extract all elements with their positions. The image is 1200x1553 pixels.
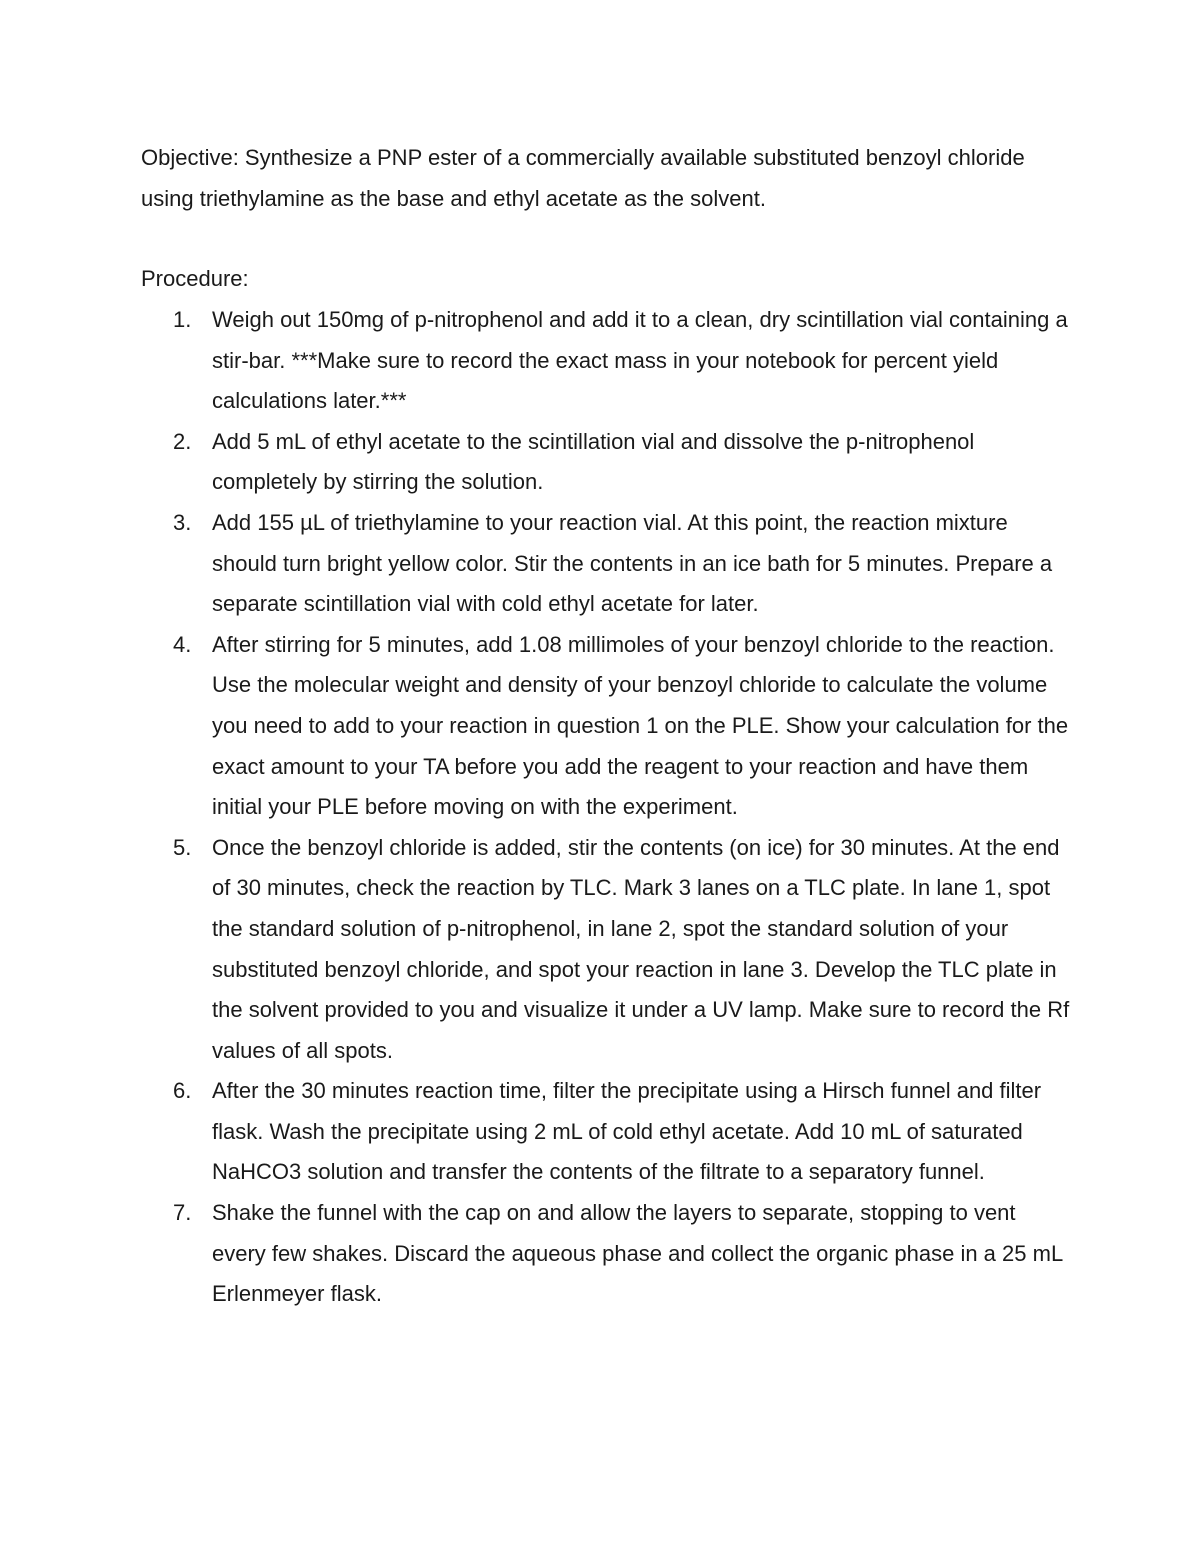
step-text: Once the benzoyl chloride is added, stir the contents (on ice) for 30 minutes. At the end of 30 minutes, check the reaction by TLC. Mark 3 lanes on a TLC plate. In lane 1, spot the standard solution of p-nitrophenol, in lane 2, spot the standard solution of your substituted benzoyl chloride, and spot your reaction in lane 3. Develop the TLC plate in the solvent provided to you and visualize it under a UV lamp. Make sure to record the Rf values of all spots. <box>212 834 1070 1063</box>
procedure-list <box>141 300 1071 1315</box>
step-number: 7. <box>173 1200 192 1226</box>
step-number: 5. <box>173 834 192 860</box>
step-text: Weigh out 150mg of p-nitrophenol and add it to a clean, dry scintillation vial containing a stir-bar. ***Make sure to record the exact mass in your notebook for percent yield calculations later.*** <box>212 307 1068 414</box>
objective-paragraph: Objective: Synthesize a PNP ester of a commercially available substituted benzoyl chloride using triethylamine as the base and ethyl acetate as the solvent. <box>141 145 1025 211</box>
step-number: 1. <box>173 307 192 332</box>
step-text: Add 155 µL of triethylamine to your reaction vial. At this point, the reaction mixture should turn bright yellow color. Stir the contents in an ice bath for 5 minutes. Prepare a separate scintillation vial with cold ethyl acetate for later. <box>212 509 1053 617</box>
step-number: 3. <box>173 509 192 535</box>
step-number: 6. <box>173 1078 192 1104</box>
procedure-step <box>141 625 1071 828</box>
step-text: Add 5 mL of ethyl acetate to the scintillation vial and dissolve the p-nitrophenol completely by stirring the solution. <box>212 428 975 495</box>
procedure-step <box>141 1193 1071 1315</box>
step-text: After stirring for 5 minutes, add 1.08 millimoles of your benzoyl chloride to the reaction. Use the molecular weight and density of your benzoyl chloride to calculate the volume you need to add to your reaction in question 1 on the PLE. Show your calculation for the exact amount to your TA before you add the reagent to your reaction and have them initial your PLE before moving on with the experiment. <box>212 631 1069 820</box>
procedure-step <box>141 503 1071 625</box>
procedure-step <box>141 828 1071 1072</box>
step-text: Shake the funnel with the cap on and allow the layers to separate, stopping to vent every few shakes. Discard the aqueous phase and collect the organic phase in a 25 mL Erlenmeyer flask. <box>212 1200 1063 1307</box>
step-number: 4. <box>173 631 192 657</box>
procedure-step <box>141 300 1071 422</box>
procedure-heading: Procedure: <box>141 266 249 291</box>
step-number: 2. <box>173 428 192 454</box>
procedure-step <box>141 422 1071 503</box>
step-text: After the 30 minutes reaction time, filter the precipitate using a Hirsch funnel and filter flask. Wash the precipitate using 2 mL of cold ethyl acetate. Add 10 mL of saturated NaHCO3 solution and transfer the contents of the filtrate to a separatory funnel. <box>212 1078 1042 1185</box>
procedure-step <box>141 1071 1071 1193</box>
